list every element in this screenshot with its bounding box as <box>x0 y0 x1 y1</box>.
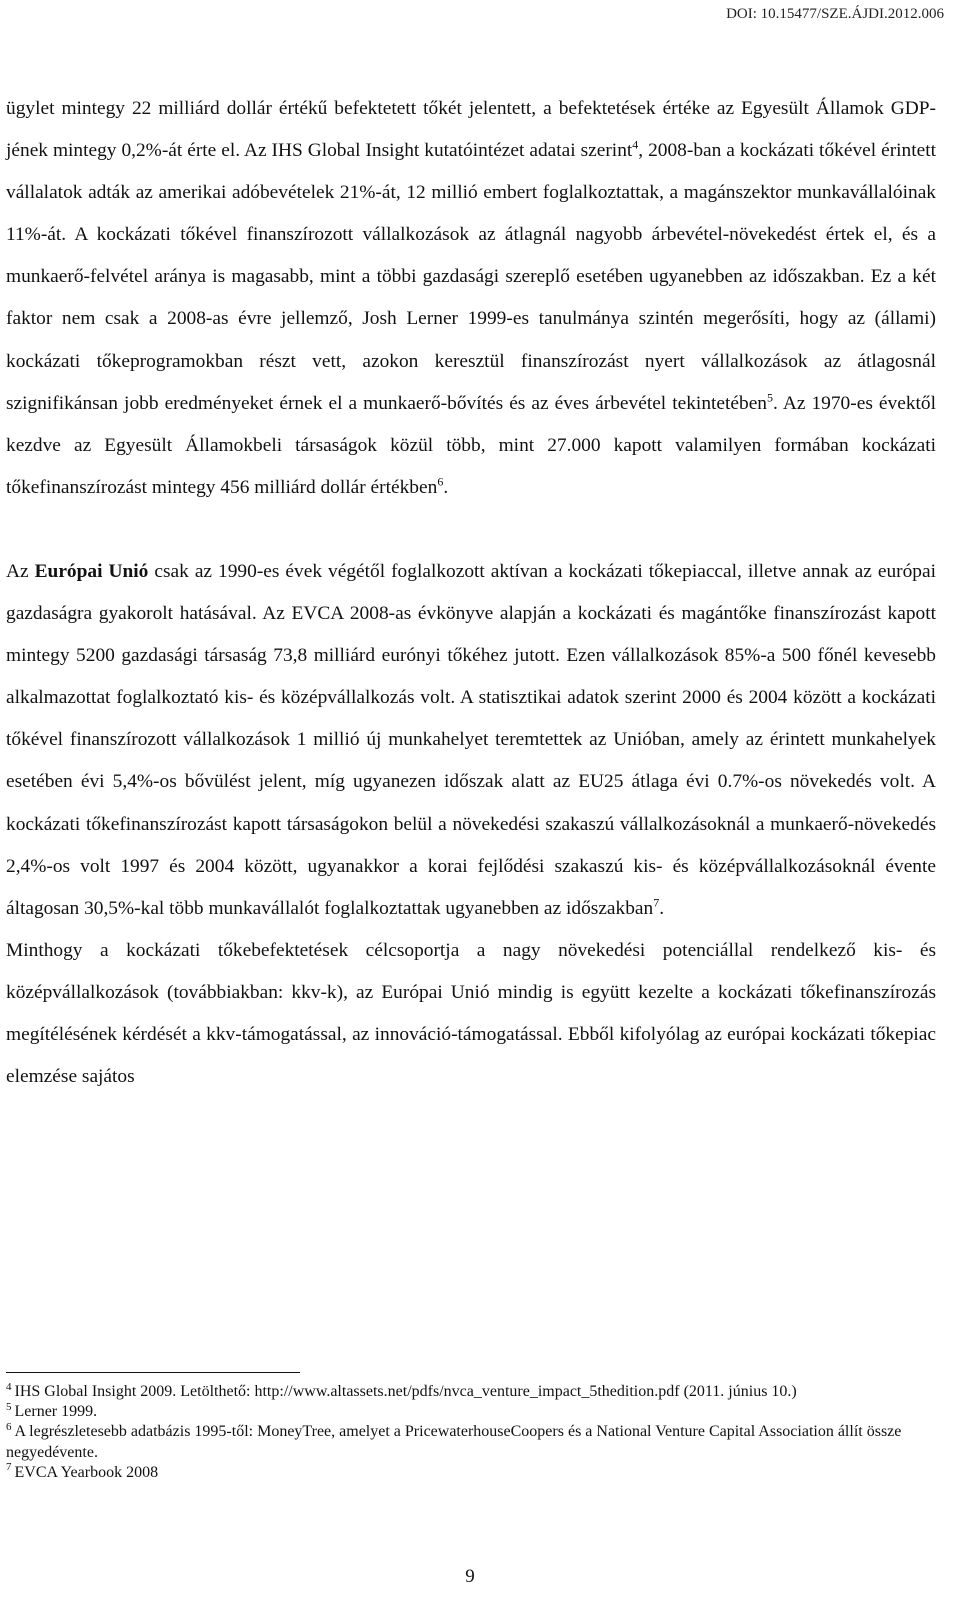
footnote-5 <box>6 1402 936 1422</box>
footnote-6 <box>6 1422 936 1462</box>
footnote-separator <box>6 1372 300 1373</box>
footnote-ref-7: 7 <box>653 895 660 910</box>
paragraph-us-venture-capital <box>6 88 936 509</box>
footnote-text: IHS Global Insight 2009. Letölthető: http://www.altassets.net/pdfs/nvca_venture_impact_5thedition.pdf (2011. június 10.) <box>14 1383 797 1400</box>
footnote-mark: 6 <box>6 1421 12 1434</box>
footnote-7 <box>6 1463 936 1483</box>
paragraph-text: csak az 1990-es évek végétől foglalkozott aktívan a kockázati tőkepiaccal, illetve annak az európai gazdaságra gyakorolt hatásával. Az EVCA 2008-as évkönyve alapján a kockázati és magántőke finanszírozást kapott mintegy 5200 gazdasági társaság 73,8 milliárd eurónyi tőkéhez jutott. Ezen vállalkozások 85%-a 500 főnél kevesebb alkalmazottat foglalkoztató kis- és középvállalkozás volt. A statisztikai adatok szerint 2000 és 2004 között a kockázati tőkével finanszírozott vállalkozások 1 millió új munkahelyet teremtettek az Unióban, amely az érintett munkahelyek esetében évi 5,4%-os bővülést jelent, míg ugyanezen időszak alatt az EU25 átlaga évi 0.7%-os növekedés volt. A kockázati tőkefinanszírozást kapott társaságokon belül a növekedési szakaszú vállalkozásoknál a munkaerő-növekedés 2,4%-os volt 1997 és 2004 között, ugyanakkor a korai fejlődési szakaszú kis- és középvállalkozásoknál évente áltagosan 30,5%-kal több munkavállalót foglalkoztattak ugyanebben az időszakban <box>6 560 936 919</box>
paragraph-text: . <box>443 476 449 498</box>
footnote-text: Lerner 1999. <box>14 1403 98 1421</box>
paragraph-text: , 2008-ban a kockázati tőkével érintett vállalatok adták az amerikai adóbevételek 21%-át, 12 millió embert foglalkoztattak, a magánszektor munkavállalóinak 11%-át. A kockázati tőkével finanszírozott vállalkozások az átlagnál nagyobb árbevétel-növekedést értek el, és a munkaerő-felvétel aránya is magasabb, mint a többi gazdasági szereplő esetében ugyanebben az időszakban. Ez a két faktor nem csak a 2008-as évre jellemző, Josh Lerner 1999-es tanulmánya szintén megerősíti, hogy az (állami) kockázati tőkeprogramokban részt vett, azokon keresztül finanszírozást nyert vállalkozások az átlagosnál szignifikánsan jobb eredményeket érnek el a munkaerő-bővítés és az éves árbevétel tekintetében <box>6 140 936 414</box>
paragraph-european-union <box>6 551 936 930</box>
footnote-mark: 7 <box>6 1461 12 1474</box>
footnote-text: EVCA Yearbook 2008 <box>14 1463 159 1481</box>
bold-term-european-union: Európai Unió <box>34 560 149 582</box>
body-text <box>6 88 936 1098</box>
paragraph-text: ügylet mintegy 22 milliárd dollár értékű befektetett tőkét jelentett, a befektetések értéke az Egyesült Államok GDP-jének mintegy 0,2%-át érte el. Az IHS Global Insight kutatóintézet adatai szerint <box>6 98 936 162</box>
paragraph-text: Minthogy a kockázati tőkebefektetések célcsoportja a nagy növekedési potenciállal rendelkező kis- és középvállalkozások (továbbiakban: kkv-k), az Európai Unió mindig is együtt kezelte a kockázati tőkefinanszírozás megítélésének kérdését a kkv-támogatással, az innováció-támogatással. Ebből kifolyólag az európai kockázati tőkepiac elemzése sajátos <box>6 939 936 1088</box>
footnote-mark: 5 <box>6 1400 12 1413</box>
page-number: 9 <box>465 1566 475 1587</box>
paragraph-text: Az <box>6 560 35 582</box>
paragraph-text: . <box>659 897 665 919</box>
footnote-ref-5: 5 <box>767 390 773 405</box>
footnote-ref-4: 4 <box>632 137 639 152</box>
footnote-mark: 4 <box>6 1380 12 1393</box>
footnote-ref-6: 6 <box>437 474 444 489</box>
paragraph-text: . Az 1970-es évektől kezdve az Egyesült Államokbeli társaságok közül több, mint 27.000 kapott valamilyen formában kockázati tőkefinanszírozást mintegy 456 milliárd dollár értékben <box>6 392 936 498</box>
footnote-4 <box>6 1382 936 1402</box>
paragraph-target-group <box>6 930 936 1098</box>
footnote-text: A legrészletesebb adatbázis 1995-től: MoneyTree, amelyet a PricewaterhouseCoopers és a National Venture Capital Association állít össze negyedévente. <box>6 1423 902 1461</box>
doi-header: DOI: 10.15477/SZE.ÁJDI.2012.006 <box>726 6 944 22</box>
footnotes <box>6 1382 936 1483</box>
